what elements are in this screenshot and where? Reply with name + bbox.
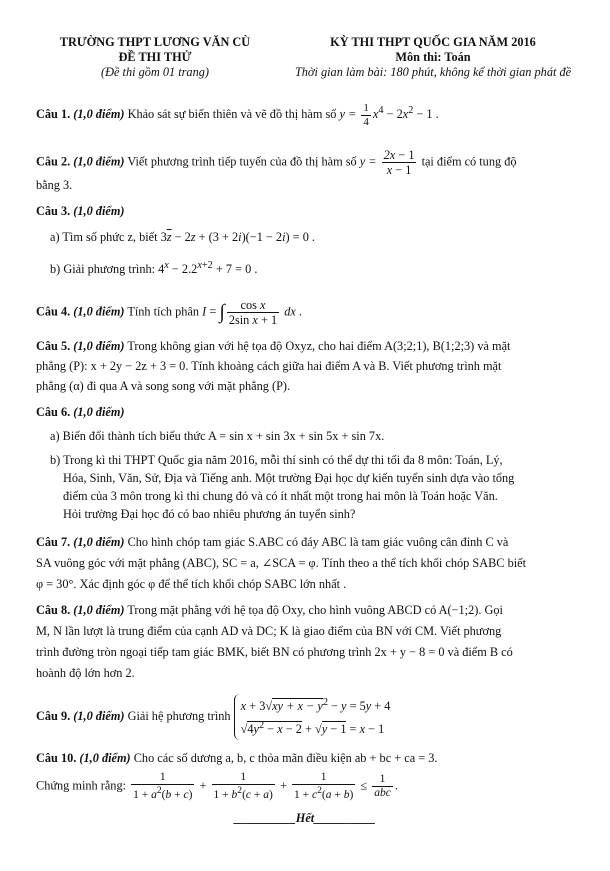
question-6b-3: điểm của 3 môn trong kì thi chung đó và có ít nhất một trong hai môn là Toán hoặc Văn. bbox=[63, 489, 498, 503]
question-3a: a) Tìm số phức z, biết $3\overline{z} - 2z + (3 + 2i)(-1 - 2i) = 0$ . bbox=[50, 230, 315, 244]
question-5-line2: phẳng (P): x + 2y − 2z + 3 = 0. Tính khoảng cách giữa hai điểm A và B. Viết phương trình mặt bbox=[36, 359, 502, 373]
question-7: Câu 7. (1,0 điểm) Cho hình chóp tam giác S.ABC có đáy ABC là tam giác vuông cân đỉnh C và bbox=[36, 535, 509, 549]
question-6a: a) Biến đổi thành tích biểu thức A = sin x + sin 3x + sin 5x + sin 7x. bbox=[50, 429, 385, 443]
question-6b-4: Hỏi trường Đại học đó có bao nhiêu phương án tuyển sinh? bbox=[63, 507, 356, 521]
school-name: TRƯỜNG THPT LƯƠNG VĂN CÙ bbox=[59, 35, 251, 49]
question-8-line3: trình đường tròn ngoại tiếp tam giác BMK, biết BN có phương trình 2x + y − 8 = 0 và điểm B có bbox=[36, 645, 513, 659]
exam-type: ĐỀ THI THỬ bbox=[118, 50, 192, 64]
time-note: Thời gian làm bài: 180 phút, không kể thời gian phát đề bbox=[294, 65, 572, 79]
exam-name: KỲ THI THPT QUỐC GIA NĂM 2016 bbox=[330, 35, 536, 49]
question-7-line2: SA vuông góc với mặt phẳng (ABC), SC = a, ∠SCA = φ. Tính theo a thể tích khối chóp SABC biết bbox=[36, 556, 527, 570]
pages-note: (Đề thi gồm 01 trang) bbox=[101, 65, 209, 79]
question-2-cont: bằng 3. bbox=[36, 178, 73, 192]
subject: Môn thi: Toán bbox=[395, 50, 471, 64]
question-3: Câu 3. (1,0 điểm) bbox=[36, 204, 125, 218]
question-7-line3: φ = 30°. Xác định góc φ để thể tích khối chóp SABC lớn nhất . bbox=[36, 577, 347, 591]
question-1: Câu 1. (1,0 điểm) Khảo sát sự biến thiên và vẽ đồ thị hàm số y = $\frac{1}{4}$ $x^4 - 2x^2 - 1$ . bbox=[36, 102, 439, 128]
question-10: Câu 10. (1,0 điểm) Cho các số dương a, b, c thỏa mãn điều kiện ab + bc + ca = 3. bbox=[36, 751, 438, 765]
question-5-line3: phẳng (α) đi qua A và song song với mặt phẳng (P). bbox=[36, 379, 291, 393]
question-2: Câu 2. (1,0 điểm) Viết phương trình tiếp tuyến của đồ thị hàm số y = $\frac{2x - 1}{x - 1}$ tại điểm có tung độ bbox=[36, 148, 517, 178]
question-8-line4: hoành độ lớn hơn 2. bbox=[36, 666, 135, 680]
question-4: Câu 4. (1,0 điểm) Tính tích phân I = ∫ $\frac{\text{cos x}}{\text{2sin x + 1}}$ dx . bbox=[36, 298, 302, 328]
question-8-line2: M, N lần lượt là trung điểm của cạnh AD và DC; K là giao điểm của BN với CM. Viết phương bbox=[36, 624, 502, 638]
question-8: Câu 8. (1,0 điểm) Trong mặt phẳng với hệ tọa độ Oxy, cho hình vuông ABCD có A(−1;2). Gọi bbox=[36, 603, 503, 617]
question-5: Câu 5. (1,0 điểm) Trong không gian với hệ tọa độ Oxyz, cho hai điểm A(3;2;1), B(1;2;3) và mặt bbox=[36, 339, 511, 353]
question-9: Câu 9. (1,0 điểm) Giải hệ phương trình $x + 3√xy + x - y^2 - y = 5y + 4$ $√4y^2 - x - 2 + √y - 1 = x - 1$ bbox=[36, 694, 588, 740]
end-marker: __________Hết__________ bbox=[234, 811, 376, 825]
exam-header bbox=[0, 34, 610, 84]
question-3b: b) Giải phương trình: $4^x - 2.2^{x+2} + 7 = 0$ . bbox=[50, 260, 258, 277]
question-6: Câu 6. (1,0 điểm) bbox=[36, 405, 125, 419]
question-6b-2: Hóa, Sinh, Văn, Sử, Địa và Tiếng anh. Một trường Đại học dự kiến tuyển sinh dựa vào tổng bbox=[63, 471, 515, 485]
question-6b-1: b) Trong kì thi THPT Quốc gia năm 2016, mỗi thí sinh có thể dự thi tối đa 8 môn: Toán, Lý, bbox=[50, 453, 503, 467]
question-10-inequality: Chứng minh rằng: $\frac{1}{1 + a^2(b + c)}$ + $\frac{1}{1 + b^2(c + a)}$ + $\frac{1}{1 + c^2(a + b)}$ ≤ $\frac{1}{\text{abc}}$ . bbox=[36, 771, 398, 802]
